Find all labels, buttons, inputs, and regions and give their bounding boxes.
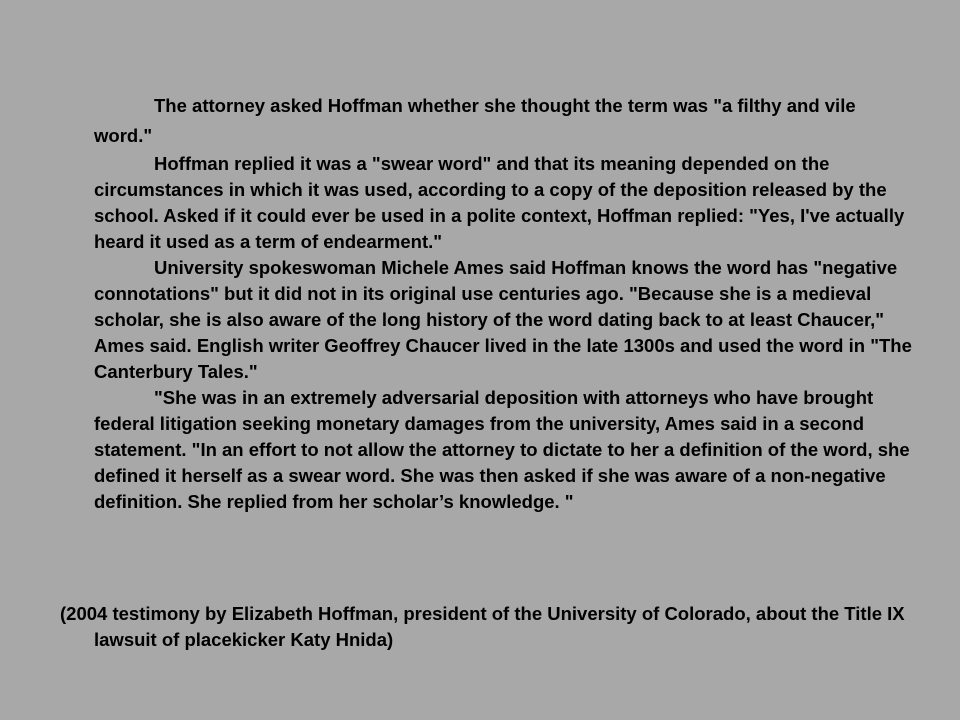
quote-paragraph-4: "She was in an extremely adversarial deposition with attorneys who have brought federal litigation seeking monetary damages from the university, Ames said in a second statement. "In an effort to not allow the attorney to dictate to her a definition of the word, she defined it herself as a swear word. She was then asked if she was aware of a non-negative definition. She replied from her scholar’s knowledge. "	[94, 387, 910, 512]
citation: (2004 testimony by Elizabeth Hoffman, president of the University of Colorado, about the Title IX lawsuit of placekicker Katy Hnida)	[60, 602, 905, 650]
quote-paragraph-1: The attorney asked Hoffman whether she thought the term was "a filthy and vile word."	[94, 95, 856, 146]
quote-paragraph-3: University spokeswoman Michele Ames said Hoffman knows the word has "negative connotations" but it did not in its original use centuries ago. "Because she is a medieval scholar, she is also aware of the long history of the word dating back to at least Chaucer," Ames said. English writer Geoffrey Chaucer lived in the late 1300s and used the word in "The Canterbury Tales."	[94, 257, 912, 382]
quote-paragraph-2: Hoffman replied it was a "swear word" and that its meaning depended on the circumstances in which it was used, according to a copy of the deposition released by the school. Asked if it could ever be used in a polite context, Hoffman replied: "Yes, I've actually heard it used as a term of endearment."	[94, 153, 905, 252]
quote-block	[94, 91, 914, 515]
